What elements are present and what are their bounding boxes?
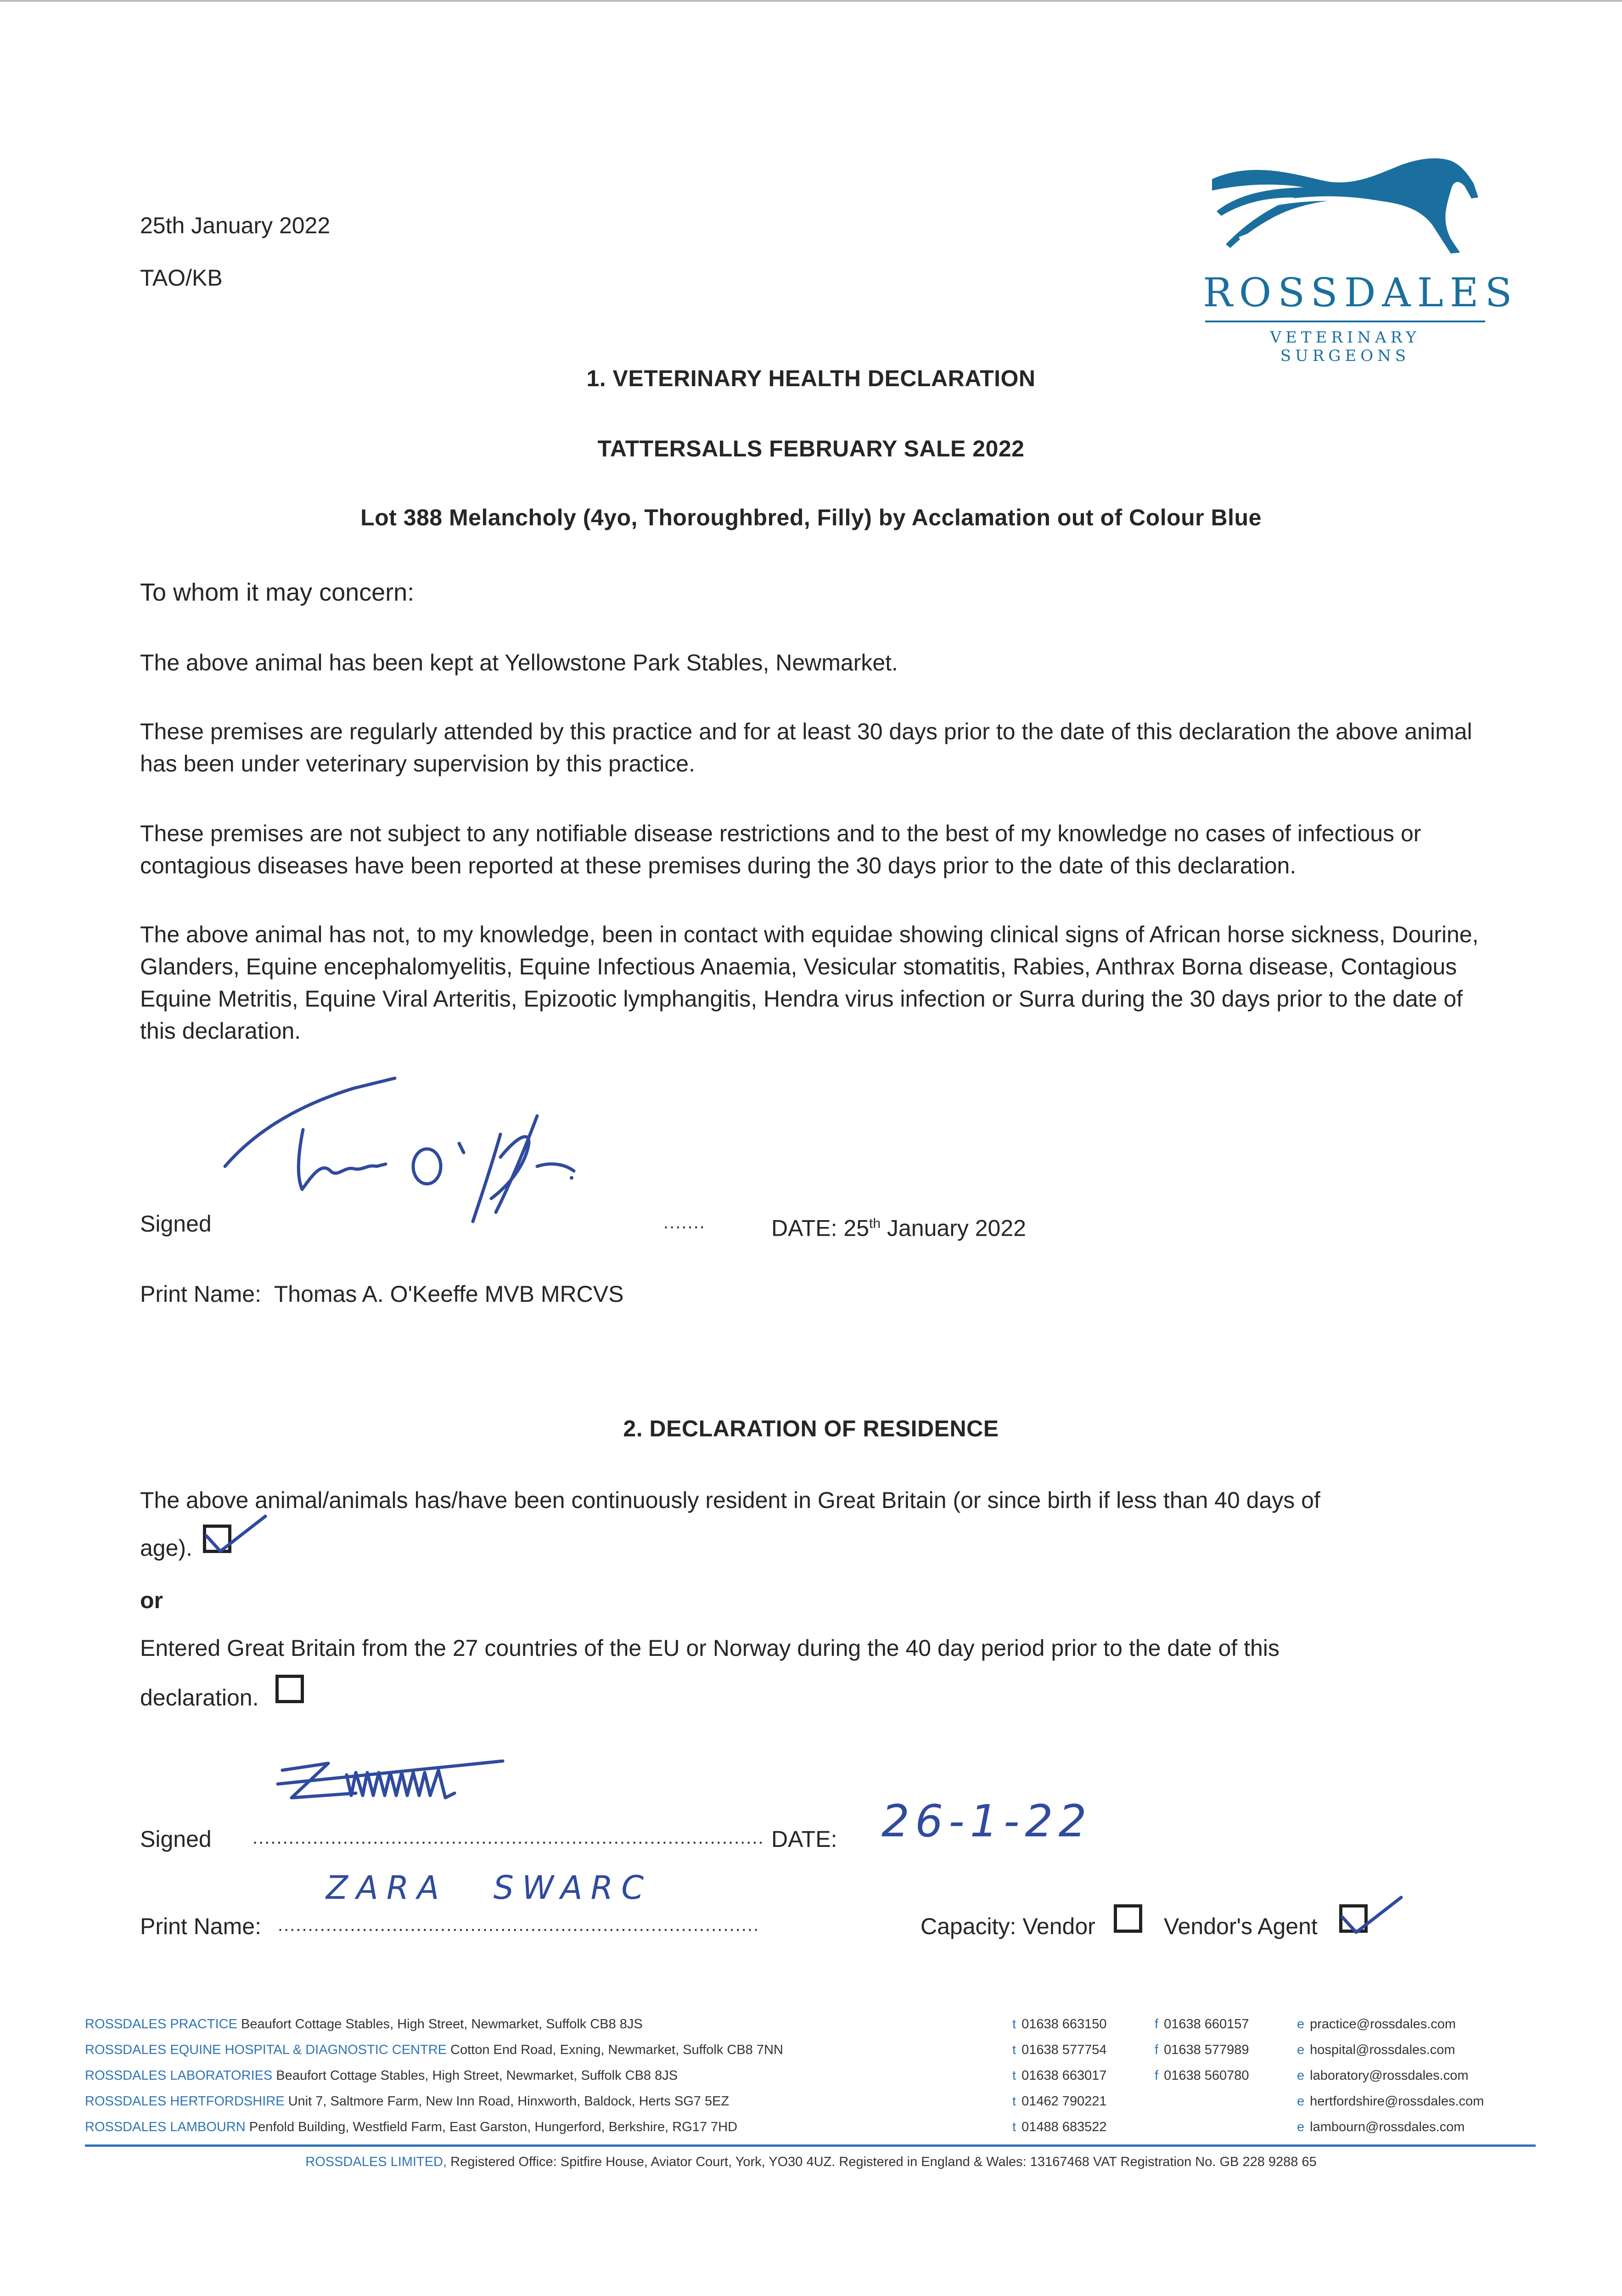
footer-office-name: ROSSDALES LABORATORIES <box>85 2068 273 2083</box>
section2-title: 2. DECLARATION OF RESIDENCE <box>623 1416 999 1441</box>
section1-print-name-label: Print Name: <box>140 1281 261 1307</box>
top-rule <box>0 0 1622 2</box>
section1-title: 1. VETERINARY HEALTH DECLARATION <box>586 366 1036 391</box>
footer-tel <box>1012 2063 1107 2088</box>
paragraph-supervision: These premises are regularly attended by this practice and for at least 30 days prior to the date of this declaration the above animal has been under veterinary supervision by this practice. <box>140 719 1472 777</box>
email-prefix: e <box>1297 2120 1305 2134</box>
section1-print-name <box>140 1278 623 1310</box>
section2-print-dots: ................................................................................ <box>278 1915 760 1935</box>
footer-fax <box>1155 2037 1249 2063</box>
email-prefix: e <box>1297 2043 1305 2057</box>
lot-description: Lot 388 Melancholy (4yo, Thoroughbred, Filly) by Acclamation out of Colour Blue <box>360 505 1262 530</box>
tel-value: 01638 663017 <box>1021 2068 1107 2083</box>
tel-prefix: t <box>1012 2094 1016 2109</box>
tel-value: 01638 663150 <box>1021 2017 1107 2032</box>
logo-name: ROSSDALES <box>1203 270 1519 316</box>
horse-logo-icon <box>1203 147 1487 262</box>
fax-prefix: f <box>1155 2043 1159 2057</box>
vet-signature <box>216 1075 583 1231</box>
footer-office <box>85 2037 783 2063</box>
fax-value: 01638 660157 <box>1164 2017 1249 2032</box>
footer-tel <box>1012 2088 1107 2114</box>
option2-line2: declaration. <box>140 1685 259 1711</box>
handwritten-date: 26-1-22 <box>881 1795 1092 1847</box>
option2-line1: Entered Great Britain from the 27 countries of the EU or Norway during the 40 day period prior to the date of this <box>140 1635 1280 1661</box>
tel-value: 01638 577754 <box>1021 2043 1107 2057</box>
registered-office <box>0 2149 1622 2175</box>
option1-tick-icon <box>201 1511 270 1561</box>
email-value[interactable]: hertfordshire@rossdales.com <box>1310 2094 1484 2109</box>
footer-office-address: Beaufort Cottage Stables, High Street, Newmarket, Suffolk CB8 8JS <box>241 2017 643 2032</box>
section1-date <box>771 1208 1026 1244</box>
footer-office-name: ROSSDALES EQUINE HOSPITAL & DIAGNOSTIC CENTRE <box>85 2043 447 2057</box>
footer-tel <box>1012 2037 1107 2063</box>
option1-line1: The above animal/animals has/have been continuously resident in Great Britain (or since birth if less than 40 days of <box>140 1487 1320 1513</box>
footer-office <box>85 2063 678 2088</box>
rossdales-logo <box>1203 147 1519 365</box>
footer-email[interactable] <box>1297 2011 1456 2037</box>
section2-signed-label: Signed <box>140 1826 212 1852</box>
footer-fax <box>1155 2063 1249 2088</box>
section2-print-name-label: Print Name: <box>140 1913 261 1939</box>
footer-email[interactable] <box>1297 2063 1469 2088</box>
footer-office <box>85 2114 737 2140</box>
tel-prefix: t <box>1012 2068 1016 2083</box>
footer-office-name: ROSSDALES LAMBOURN <box>85 2120 246 2134</box>
tel-prefix: t <box>1012 2043 1016 2057</box>
option2-checkbox[interactable] <box>275 1675 304 1703</box>
footer-email[interactable] <box>1297 2088 1484 2114</box>
footer-office-name: ROSSDALES HERTFORDSHIRE <box>85 2094 285 2109</box>
capacity-vendor-label: Capacity: Vendor <box>920 1913 1095 1939</box>
tel-value: 01488 683522 <box>1021 2120 1107 2134</box>
section1-date-sup: th <box>869 1216 881 1231</box>
vendor-agent-label: Vendor's Agent <box>1164 1913 1318 1939</box>
letter-reference: TAO/KB <box>140 265 223 291</box>
letter-date: 25th January 2022 <box>140 213 331 238</box>
footer-office <box>85 2011 643 2037</box>
registered-text: Registered Office: Spitfire House, Aviator Court, York, YO30 4UZ. Registered in England & Wales: 13167468 VAT Registration No. GB 228 9288 65 <box>447 2155 1317 2169</box>
footer-office-address: Cotton End Road, Exning, Newmarket, Suffolk CB8 7NN <box>450 2043 783 2057</box>
section2-date-label: DATE: <box>771 1826 837 1852</box>
section1-signature-dots: ....... <box>663 1212 706 1232</box>
email-prefix: e <box>1297 2068 1305 2083</box>
footer-tel <box>1012 2011 1107 2037</box>
footer-office-name: ROSSDALES PRACTICE <box>85 2017 237 2032</box>
footer-fax <box>1155 2011 1249 2037</box>
email-value[interactable]: laboratory@rossdales.com <box>1310 2068 1469 2083</box>
vendor-signature <box>273 1752 567 1816</box>
fax-value: 01638 577989 <box>1164 2043 1249 2057</box>
footer-email[interactable] <box>1297 2114 1465 2140</box>
section1-print-name-value: Thomas A. O'Keeffe MVB MRCVS <box>274 1281 624 1307</box>
vendor-checkbox[interactable] <box>1114 1904 1142 1933</box>
footer-divider <box>85 2144 1536 2147</box>
sale-title: TATTERSALLS FEBRUARY SALE 2022 <box>597 436 1025 461</box>
email-prefix: e <box>1297 2017 1305 2032</box>
email-prefix: e <box>1297 2094 1305 2109</box>
email-value[interactable]: hospital@rossdales.com <box>1310 2043 1455 2057</box>
email-value[interactable]: practice@rossdales.com <box>1310 2017 1456 2032</box>
or-label: or <box>140 1587 163 1613</box>
paragraph-kept: The above animal has been kept at Yellowstone Park Stables, Newmarket. <box>140 650 898 675</box>
section1-signed-label: Signed <box>140 1211 212 1237</box>
paragraph-contact: The above animal has not, to my knowledge, been in contact with equidae showing clinical signs of African horse sickness, Dourine, Glanders, Equine encephalomyelitis, Equine Infectious Anaemia, Vesicular stomatitis, Rabies, Anthrax Borna disease, Contagious Equine Metritis, Equine Viral Arteritis, Epizootic lymphangitis, Hendra virus infection or Surra during the 30 days prior to the date of this declaration. <box>140 922 1479 1044</box>
footer-office-address: Unit 7, Saltmore Farm, New Inn Road, Hinxworth, Baldock, Herts SG7 5EZ <box>288 2094 730 2109</box>
section2-signed-dots: ..................................................................................... <box>253 1828 764 1848</box>
paragraph-restrictions: These premises are not subject to any notifiable disease restrictions and to the best of my knowledge no cases of infectious or contagious diseases have been reported at these premises during the 30 days prior to the date of this declaration. <box>140 821 1421 878</box>
footer-office-address: Penfold Building, Westfield Farm, East Garston, Hungerford, Berkshire, RG17 7HD <box>249 2120 738 2134</box>
logo-divider <box>1205 321 1485 322</box>
vendor-agent-tick-icon <box>1337 1892 1406 1942</box>
footer-email[interactable] <box>1297 2037 1455 2063</box>
salutation: To whom it may concern: <box>140 579 415 606</box>
handwritten-print-name: ZARA SWARC <box>326 1869 652 1907</box>
footer-tel <box>1012 2114 1107 2140</box>
section1-date-suffix: January 2022 <box>881 1215 1026 1241</box>
logo-tagline: VETERINARY SURGEONS <box>1270 328 1420 365</box>
fax-value: 01638 560780 <box>1164 2068 1249 2083</box>
section1-date-prefix: DATE: 25 <box>771 1215 870 1241</box>
fax-prefix: f <box>1155 2017 1159 2032</box>
footer-office <box>85 2088 729 2114</box>
footer-office-address: Beaufort Cottage Stables, High Street, Newmarket, Suffolk CB8 8JS <box>276 2068 678 2083</box>
tel-prefix: t <box>1012 2120 1016 2134</box>
option1-line2: age). <box>140 1535 192 1561</box>
email-value[interactable]: lambourn@rossdales.com <box>1310 2120 1465 2134</box>
tel-value: 01462 790221 <box>1021 2094 1107 2109</box>
registered-org: ROSSDALES LIMITED, <box>305 2155 447 2169</box>
fax-prefix: f <box>1155 2068 1159 2083</box>
tel-prefix: t <box>1012 2017 1016 2032</box>
